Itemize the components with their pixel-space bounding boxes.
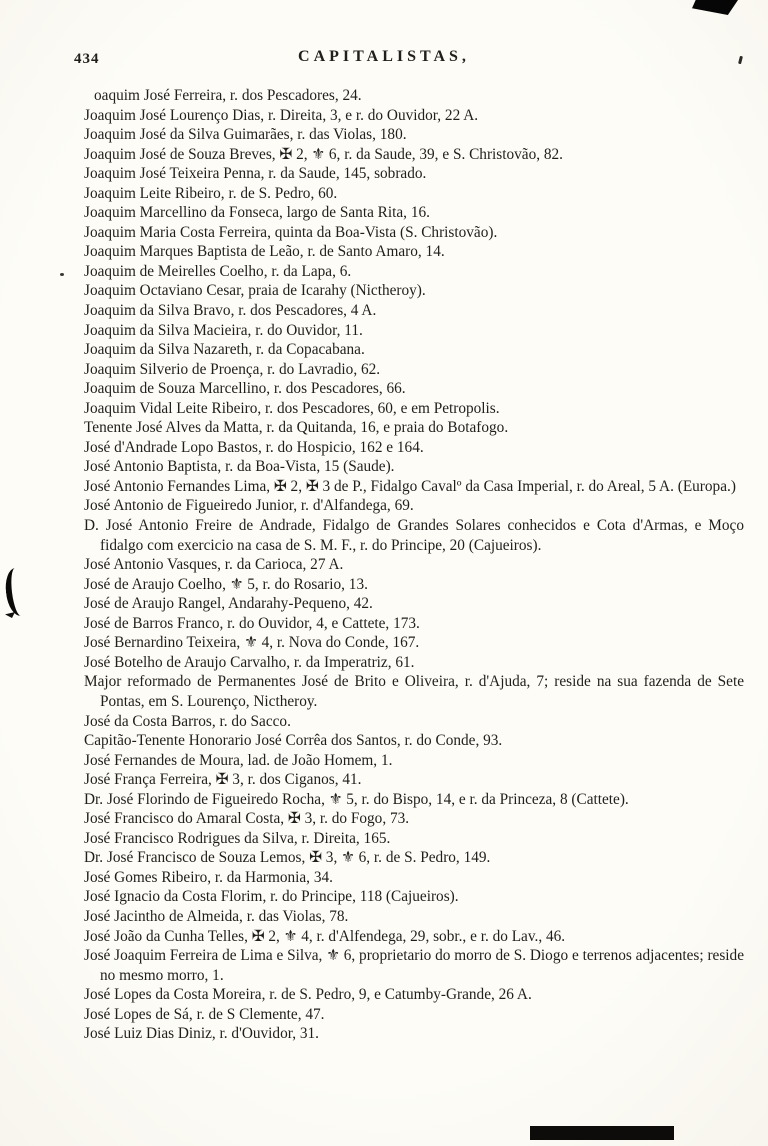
directory-entry: Joaquim Octaviano Cesar, praia de Icarahy (Nictheroy). — [84, 282, 426, 300]
directory-entry: José Antonio de Figueiredo Junior, r. d'Alfandega, 69. — [84, 497, 414, 515]
scan-artifact-ink-blot — [3, 567, 31, 617]
directory-entry: Capitão-Tenente Honorario José Corrêa dos Santos, r. do Conde, 93. — [84, 732, 503, 750]
directory-entry: José Antonio Baptista, r. da Boa-Vista, 15 (Saude). — [84, 458, 395, 476]
directory-entry: Joaquim Marcellino da Fonseca, largo de Santa Rita, 16. — [84, 204, 430, 222]
directory-entry: Major reformado de Permanentes José de Brito e Oliveira, r. d'Ajuda, 7; reside na sua fazenda de Sete Pontas, em S. Lourenço, Nictheroy. — [84, 673, 744, 710]
directory-entry: Joaquim Marques Baptista de Leão, r. de Santo Amaro, 14. — [84, 243, 445, 261]
directory-entry: Joaquim José da Silva Guimarães, r. das Violas, 180. — [84, 126, 407, 144]
directory-entry: Joaquim da Silva Macieira, r. do Ouvidor, 11. — [84, 321, 363, 339]
directory-entry: Joaquim Silverio de Proença, r. do Lavradio, 62. — [84, 360, 381, 378]
directory-entry: Joaquim José de Souza Breves, ✠ 2, ⚜ 6, r. da Saude, 39, e S. Christovão, 82. — [84, 145, 564, 163]
page-header — [0, 48, 768, 72]
directory-entry: Joaquim da Silva Nazareth, r. da Copacabana. — [84, 341, 365, 359]
directory-entry: José de Barros Franco, r. do Ouvidor, 4, e Cattete, 173. — [84, 614, 420, 632]
directory-entry: José Jacintho de Almeida, r. das Violas, 78. — [84, 907, 349, 925]
directory-entry: Dr. José Florindo de Figueiredo Rocha, ⚜ 5, r. do Bispo, 14, e r. da Princeza, 8 (Cattete). — [84, 790, 629, 808]
directory-entry: Tenente José Alves da Matta, r. da Quitanda, 16, e praia do Botafogo. — [84, 419, 509, 437]
directory-entry: José Ignacio da Costa Florim, r. do Principe, 118 (Cajueiros). — [84, 888, 459, 906]
scan-artifact-corner — [692, 0, 738, 15]
directory-entry: José da Costa Barros, r. do Sacco. — [84, 712, 291, 730]
directory-entry: José Luiz Dias Diniz, r. d'Ouvidor, 31. — [84, 1025, 319, 1043]
directory-entry: José de Araujo Rangel, Andarahy-Pequeno, 42. — [84, 595, 373, 613]
directory-entry: Joaquim de Meirelles Coelho, r. da Lapa, 6. — [84, 262, 352, 280]
directory-entry: Joaquim Maria Costa Ferreira, quinta da Boa-Vista (S. Christovão). — [84, 223, 498, 241]
directory-entry: Joaquim da Silva Bravo, r. dos Pescadores, 4 A. — [84, 302, 377, 320]
directory-entry: José Francisco do Amaral Costa, ✠ 3, r. do Fogo, 73. — [84, 810, 410, 828]
directory-entry: Joaquim Vidal Leite Ribeiro, r. dos Pescadores, 60, e em Petropolis. — [84, 399, 500, 417]
directory-entry: Joaquim Leite Ribeiro, r. de S. Pedro, 60. — [84, 184, 338, 202]
directory-entry: José Fernandes de Moura, lad. de João Homem, 1. — [84, 751, 393, 769]
directory-entry: José Joaquim Ferreira de Lima e Silva, ⚜ 6, proprietario do morro de S. Diogo e terrenos adjacentes; reside no mesmo morro, 1. — [84, 947, 744, 984]
directory-entry: José Antonio Fernandes Lima, ✠ 2, ✠ 3 de P., Fidalgo Cavalº da Casa Imperial, r. do Areal, 5 A. (Europa.) — [84, 477, 736, 495]
directory-entry: José Lopes da Costa Moreira, r. de S. Pedro, 9, e Catumby-Grande, 26 A. — [84, 986, 532, 1004]
directory-entry: Joaquim José Lourenço Dias, r. Direita, 3, e r. do Ouvidor, 22 A. — [84, 106, 479, 124]
directory-entry: José Francisco Rodrigues da Silva, r. Direita, 165. — [84, 829, 391, 847]
scan-artifact-dot — [60, 273, 64, 276]
directory-entry: José Bernardino Teixeira, ⚜ 4, r. Nova do Conde, 167. — [84, 634, 420, 652]
scan-artifact-ink-blot-tail — [5, 612, 15, 618]
directory-entry: José Botelho de Araujo Carvalho, r. da Imperatriz, 61. — [84, 653, 415, 671]
directory-entry: oaquim José Ferreira, r. dos Pescadores, 24. — [94, 87, 362, 104]
directory-entry: Joaquim de Souza Marcellino, r. dos Pescadores, 66. — [84, 380, 406, 398]
directory-entry: José Lopes de Sá, r. de S Clemente, 47. — [84, 1005, 325, 1023]
entries-list — [84, 86, 744, 1044]
directory-entry: Joaquim José Teixeira Penna, r. da Saude, 145, sobrado. — [84, 165, 427, 183]
directory-entry: José João da Cunha Telles, ✠ 2, ⚜ 4, r. d'Alfendega, 29, sobr., e r. do Lav., 46. — [84, 927, 566, 945]
directory-entry: Dr. José Francisco de Souza Lemos, ✠ 3, ⚜ 6, r. de S. Pedro, 149. — [84, 849, 491, 867]
directory-entry: José Antonio Vasques, r. da Carioca, 27 A. — [84, 556, 344, 574]
directory-entry: D. José Antonio Freire de Andrade, Fidalgo de Grandes Solares conhecidos e Cota d'Armas, e Moço fidalgo com exercicio na casa de S. M. F., r. do Principe, 20 (Cajueiros). — [84, 517, 744, 554]
scan-artifact-bottom-bar — [530, 1126, 674, 1140]
directory-entry: José Gomes Ribeiro, r. da Harmonia, 34. — [84, 868, 333, 886]
directory-entry: José de Araujo Coelho, ⚜ 5, r. do Rosario, 13. — [84, 575, 368, 593]
directory-entry: José d'Andrade Lopo Bastos, r. do Hospicio, 162 e 164. — [84, 438, 424, 456]
directory-entry: José França Ferreira, ✠ 3, r. dos Ciganos, 41. — [84, 771, 362, 789]
page-title: CAPITALISTAS, — [298, 48, 470, 65]
page-number: 434 — [74, 51, 100, 67]
